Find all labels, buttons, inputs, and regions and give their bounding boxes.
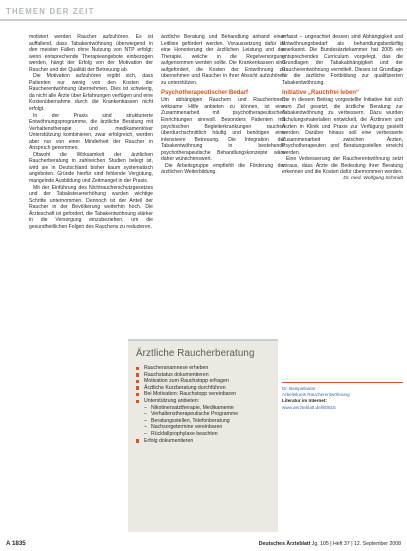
page-number: A 1835 xyxy=(6,540,26,547)
box-list-subitem: – Verhaltenstherapeutische Programme xyxy=(144,411,239,418)
bullet-square-icon xyxy=(136,373,139,376)
page-footer xyxy=(0,537,407,551)
column2-paragraph: Um abhängigen Rauchern und Raucherinnen wirksame Hilfe anbieten zu können, ist eine Zusammenarbeit mit psychotherapeutischen Einrichtungen sinnvoll. Besonders Patienten mit psychischen Begleiterkrankungen rauchen überdurchschnittlich häufig und benötigen eine intensivere Betreuung. Die Integration der Tabakentwöhnung in bestehende psychotherapeutische Behandlungskonzepte wäre daher wünschenswert. xyxy=(161,97,285,163)
article-column-3 xyxy=(282,34,403,379)
column1-paragraph: motiviert werden Raucher aufzuhören. Es ist auffallend, dass Tabakentwöhnung überwiegend in den meisten Fällen ohne Nutzung von NTP erfolgt; wenn entsprechende Therapieangebote einbezogen werden, hängt der Erfolg von der Motivation der Raucher und der Qualität der Betreuung ab. xyxy=(29,34,153,73)
footer-source xyxy=(259,541,401,547)
column3-paragraph: Die in diesem Beitrag vorgestellte Initiative hat sich zum Ziel gesetzt, die ärztliche Beratung zur Tabakentwöhnung zu verbessern. Dazu wurden Schulungsmaterialien entwickelt, die Ärztinnen und Ärzten in Klinik und Praxis zur Verfügung gestellt werden. Darüber hinaus soll eine verbesserte Zusammenarbeit zwischen Ärzten, Psychotherapeuten und Beratungsstellen erreicht werden. xyxy=(282,97,403,156)
page-header xyxy=(0,0,407,22)
info-link[interactable]: Arbeitskreis Raucherentwöhnung xyxy=(282,392,350,398)
column2-paragraph: ärztliche Beratung und Behandlung anhand einer Leitlinie gefördert werden. Voraussetzung dafür ist eine Honorierung der ärztlichen Leistung und der Therapie, welche in die Regelversorgung aufgenommen werden sollte. Die Krankenkassen sind aufgefordert, die Kosten der Entwöhnung zu übernehmen und Raucher in ihrer Absicht aufzuhören zu unterstützen. xyxy=(161,34,285,86)
article-column-2 xyxy=(161,34,285,338)
box-list-item: Unterstützung anbieten: xyxy=(136,398,270,405)
box-title: Ärztliche Raucherberatung xyxy=(136,348,255,359)
section-label: THEMEN DER ZEIT xyxy=(6,7,95,16)
column3-subheading: Initiative „Rauchfrei leben“ xyxy=(282,90,360,97)
column2-paragraph: Die Arbeitsgruppe empfiehlt die Förderung der ärztlichen Weiterbildung. xyxy=(161,162,285,176)
journal-issue: Jg. 105 | Heft 37 | 12. September 2008 xyxy=(311,541,401,547)
column1-paragraph: Obwohl die Wirksamkeit der ärztlichen Raucherberatung in zahlreichen Studien belegt ist, wird sie in Deutschland bisher kaum systematisch angeboten. Gründe hierfür sind fehlende Vergütung, mangelnde Ausbildung und Zeitmangel in der Praxis. xyxy=(29,151,153,185)
header-rule xyxy=(0,19,407,21)
bullet-square-icon xyxy=(136,400,139,403)
column3-paragraph: Eine Verbesserung der Raucherentwöhnung setzt voraus, dass Ärzte die Bedeutung ihrer Beratung erkennen und die Kosten dafür übernommen werden. xyxy=(282,156,403,176)
info-link[interactable]: www.aerzteblatt.de/lit0815 xyxy=(282,404,336,410)
box-list-item: Raucheranamnese erheben xyxy=(136,365,270,372)
info-link[interactable]: Dr. Beispielautor xyxy=(282,386,316,391)
column1-paragraph: Die Motivation aufzuhören ergibt sich, dass Patienten nur wenig von den Kosten der Raucherentwöhnung übernehmen. Dies ist schwierig, da nicht alle Ärzte über Erfahrungen verfügen und eine Kostenübernahme durch die Krankenkassen nicht erfolgt. xyxy=(29,73,153,113)
info-heading: Literatur im Internet: xyxy=(282,398,327,404)
bullet-square-icon xyxy=(136,386,139,389)
bullet-square-icon xyxy=(136,367,139,370)
box-list-subitem: – Beratungsstellen, Telefonberatung xyxy=(144,417,230,424)
column2-subheading: Psychotherapeutischer Bedarf xyxy=(161,90,249,97)
box-list-subitem: – Rückfallprophylaxe beachten xyxy=(144,430,218,437)
box-list-item: Rauchstatus dokumentieren xyxy=(136,372,270,379)
column1-paragraph: Mit der Einführung des Nichtraucherschutzgesetzes und der Tabaksteuererhöhung wurden wichtige Schritte unternommen. Dennoch ist der Anteil der Raucher in der Bevölkerung weiterhin hoch. Die Ärzteschaft ist gefordert, die Tabakentwöhnung stärker in die Versorgung einzubeziehen, um die gesundheitlichen Folgen des Rauchens zu reduzieren. xyxy=(29,184,153,230)
bullet-square-icon xyxy=(136,380,139,383)
bullet-square-icon xyxy=(136,393,139,396)
column1-paragraph: In der Praxis sind strukturierte Entwöhnungsprogramme, die ärztliche Beratung mit Verhaltenstherapie und medikamentöser Unterstützung kombinieren, zwar erfolgreich, werden aber nur von einer Minderheit der Raucher in Anspruch genommen. xyxy=(29,112,153,152)
journal-name: Deutsches Ärzteblatt xyxy=(258,541,311,547)
box-list-item: Motivation zum Rauchstopp erfragen xyxy=(136,378,270,385)
box-list-subitem: – Nachsorgetermine vereinbaren xyxy=(144,424,223,431)
box-list-item: Ärztliche Kurzberatung durchführen xyxy=(136,385,270,392)
info-block xyxy=(282,382,403,411)
box-list-item: Bei Motivation: Rauchstopp vereinbaren xyxy=(136,391,270,398)
bullet-square-icon xyxy=(136,439,139,442)
sidebar-box xyxy=(128,339,278,532)
column3-paragraph: erfasst – ungeachtet dessen sind Abhängigkeit und Entwöhnungsbedarf als behandlungsbedürftig anerkannt. Die Bundesärztekammer hat 2005 ein entsprechendes Curriculum vorgelegt, das die Grundlagen der Tabakabhängigkeit und der Raucherentwöhnung vermittelt. Dieses ist Grundlage für die ärztliche Fortbildung zur qualifizierten Tabakentwöhnung. xyxy=(282,34,403,86)
author-signature: Dr. med. Wolfgang Schmidt xyxy=(343,175,403,181)
box-list-subitem: – Nikotinersatztherapie, Medikamente xyxy=(144,404,234,411)
box-list xyxy=(136,365,270,444)
box-list-item: Erfolg dokumentieren xyxy=(136,438,270,445)
